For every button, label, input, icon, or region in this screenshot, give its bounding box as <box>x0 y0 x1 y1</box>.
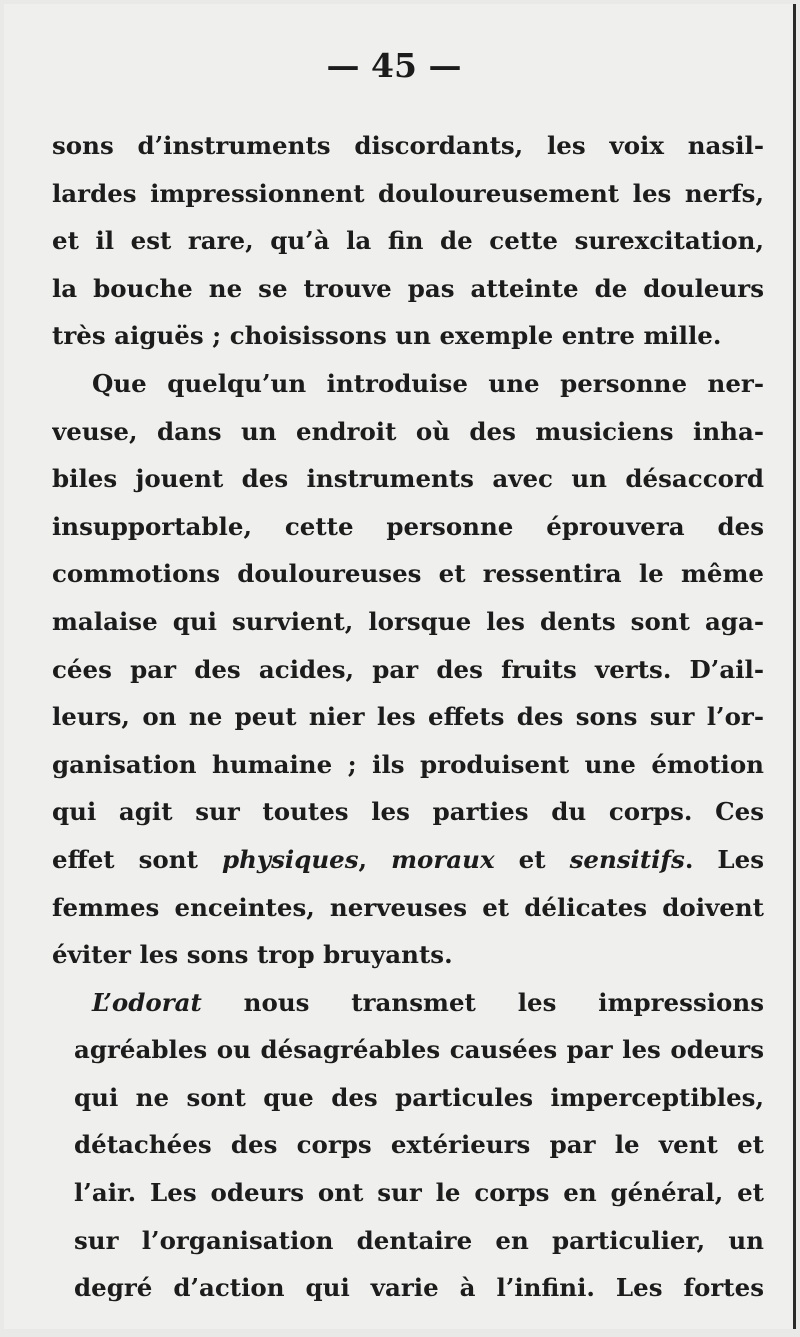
text-line: sons d’instruments discordants, les voix nasil- <box>52 131 764 160</box>
text-line: lardes impressionnent douloureusement les nerfs, <box>52 178 764 208</box>
book-page <box>4 4 796 1329</box>
text-line: l’air. Les odeurs ont sur le corps en général, et <box>74 1178 764 1208</box>
text-line: ganisation humaine ; ils produisent une émotion <box>52 749 764 779</box>
text-line: insupportable, cette personne éprouvera des <box>52 511 764 541</box>
text-line: commotions douloureuses et ressentira le même <box>52 559 764 589</box>
text-line: biles jouent des instruments avec un désaccord <box>52 464 764 494</box>
text-line: Que quelqu’un introduise une personne ner- <box>92 368 764 398</box>
text-line: L’odorat nous transmet les impressions <box>92 987 764 1017</box>
text-line: degré d’action qui varie à l’infini. Les fortes <box>74 1273 764 1303</box>
text-line: qui ne sont que des particules imperceptibles, <box>74 1082 764 1112</box>
page-number: — 45 — <box>326 46 462 85</box>
text-line: très aiguës ; choisissons un exemple entre mille. <box>52 321 722 351</box>
text-line: femmes enceintes, nerveuses et délicates doivent <box>52 892 764 922</box>
text-line: leurs, on ne peut nier les effets des sons sur l’or- <box>52 702 764 732</box>
text-line: malaise qui survient, lorsque les dents sont aga- <box>52 606 764 636</box>
text-line: veuse, dans un endroit où des musiciens inha- <box>52 416 764 446</box>
text-line: effet sont physiques, moraux et sensitifs. Les <box>52 844 764 874</box>
text-line: et il est rare, qu’à la fin de cette surexcitation, <box>52 226 764 256</box>
text-line: cées par des acides, par des fruits verts. D’ail- <box>52 654 764 684</box>
text-line: éviter les sons trop bruyants. <box>52 940 453 970</box>
text-line: la bouche ne se trouve pas atteinte de douleurs <box>52 273 764 303</box>
text-line: qui agit sur toutes les parties du corps. Ces <box>52 797 764 827</box>
text-line: agréables ou désagréables causées par les odeurs <box>74 1035 764 1065</box>
text-line: détachées des corps extérieurs par le vent et <box>74 1130 764 1160</box>
text-line: sur l’organisation dentaire en particulier, un <box>74 1225 764 1255</box>
body-text <box>52 122 764 1312</box>
